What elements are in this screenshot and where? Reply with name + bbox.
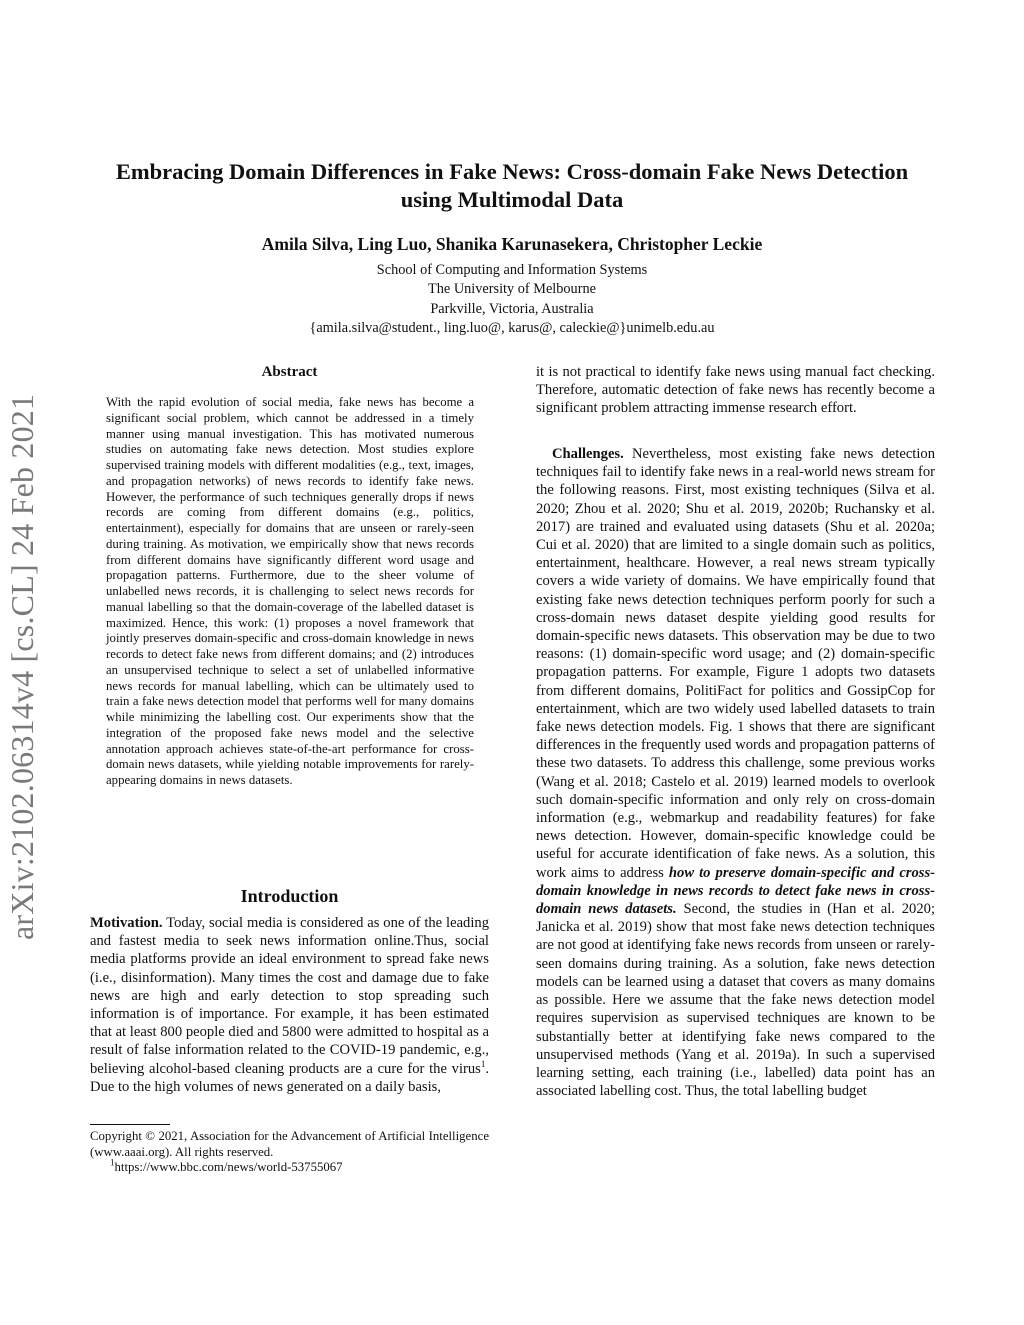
affiliation-block xyxy=(60,261,964,338)
challenges-tail: Second, the studies in (Han et al. 2020; Janicka et al. 2019) show that most fake news detection techniques are not good at identifying fake news records from unseen or rarely-seen domains during training. As a solution, fake news detection models can be learned using a dataset that covers as many domains as possible. Here we assume that the fake news detection model requires supervision as supervised techniques are known to be substantially better at identifying fake news compared to the unsupervised methods (Yang et al. 2019a). In such a supervised learning setting, each training (i.e., labelled) data point has an associated labelling cost. Thus, the total labelling budget xyxy=(536,901,935,1100)
footnotes xyxy=(90,1129,489,1176)
title-line-1: Embracing Domain Differences in Fake News: Cross-domain Fake News Detection xyxy=(115,159,909,184)
arxiv-identifier: arXiv:2102.06314v4 [cs.CL] 24 Feb 2021 xyxy=(4,393,40,940)
copyright-notice: Copyright © 2021, Association for the Advancement of Artificial Intelligence (www.aaai.org). All rights reserved. xyxy=(90,1129,489,1159)
abstract-heading: Abstract xyxy=(261,364,318,380)
challenges-label: Challenges. xyxy=(552,446,624,462)
motivation-paragraph xyxy=(90,914,489,1096)
footnote-ref-1: 1 xyxy=(480,1058,486,1069)
footnote-1 xyxy=(90,1157,489,1176)
author-list: Amila Silva, Ling Luo, Shanika Karunasekera, Christopher Leckie xyxy=(261,234,763,254)
footnote-divider xyxy=(90,1124,170,1125)
paper-title xyxy=(60,158,964,214)
author-emails: {amila.silva@student., ling.luo@, karus@, caleckie@}unimelb.edu.au xyxy=(309,319,715,336)
challenges-paragraph xyxy=(536,445,935,1100)
right-column-continuation xyxy=(536,363,935,418)
affiliation-school: School of Computing and Information Systems xyxy=(376,262,648,278)
introduction-heading: Introduction xyxy=(240,886,339,906)
footnote-1-marker: 1 xyxy=(110,1157,115,1168)
motivation-tail: . Due to the high volumes of news generated on a daily basis, xyxy=(90,1060,489,1095)
challenges-emphasis: how to preserve domain-specific and cross-domain knowledge in news records to detect fake news in cross-domain news datasets. xyxy=(536,864,935,918)
motivation-label: Motivation. xyxy=(90,915,163,931)
abstract-body xyxy=(106,395,474,789)
affiliation-location: Parkville, Victoria, Australia xyxy=(430,300,594,317)
title-line-2: using Multimodal Data xyxy=(400,187,624,212)
motivation-text: Today, social media is considered as one of the leading and fastest media to seek news information online.Thus, social media platforms provide an ideal environment to spread fake news (i.e., disinformation). Many times the cost and damage due to fake news are high and early detection to stop spreading such information is of importance. For example, it has been estimated that at least 800 people died and 5800 were admitted to hospital as a result of false information related to the COVID-19 pandemic, e.g., believing alcohol-based cleaning products are a cure for the virus xyxy=(90,915,489,1077)
affiliation-university: The University of Melbourne xyxy=(428,281,596,298)
continued-paragraph: it is not practical to identify fake news using manual fact checking. Therefore, automatic detection of fake news has recently become a significant problem attracting immense research effort. xyxy=(536,364,935,417)
footnote-1-url: https://www.bbc.com/news/world-53755067 xyxy=(114,1160,343,1174)
abstract-text: With the rapid evolution of social media, fake news has become a significant social problem, which cannot be addressed in a timely manner using manual investigation. This has motivated numerous studies on automating fake news detection. Most studies explore supervised training models with different modalities (e.g., text, images, and propagation networks) of news records to identify fake news. However, the performance of such techniques generally drops if news records are coming from different domains (e.g., politics, entertainment), especially for domains that are unseen or rarely-seen during training. As motivation, we empirically show that news records from different domains have significantly different word usage and propagation patterns. Furthermore, due to the sheer volume of unlabelled news records, it is challenging to select news records for manual labelling so that the domain-coverage of the labelled dataset is maximized. Hence, this work: (1) proposes a novel framework that jointly preserves domain-specific and cross-domain knowledge in news records to detect fake news from different domains; and (2) introduces an unsupervised technique to select a set of unlabelled informative news records for manual labelling, which can be ultimately used to train a fake news detection model that performs well for many domains while minimizing the labelling cost. Our experiments show that the integration of the proposed fake news model and the selective annotation approach achieves state-of-the-art performance for cross-domain news datasets, while yielding notable improvements for rarely-appearing domains in news datasets. xyxy=(106,395,474,787)
challenges-text: Nevertheless, most existing fake news detection techniques fail to identify fake news in a real-world news stream for the following reasons. First, most existing techniques (Silva et al. 2020; Zhou et al. 2020; Shu et al. 2019, 2020b; Ruchansky et al. 2017) are trained and evaluated using datasets (Shu et al. 2020a; Cui et al. 2020) that are limited to a single domain such as politics, entertainment, healthcare. However, a real news stream typically covers a wide variety of domains. We have empirically found that existing fake news detection techniques perform poorly for such a cross-domain news dataset despite yielding good results for domain-specific news datasets. This observation may be due to two reasons: (1) domain-specific word usage; and (2) domain-specific propagation patterns. For example, Figure 1 adopts two datasets from different domains, PolitiFact for politics and GossipCop for entertainment, which are two widely used labelled datasets to train fake news detection models. Fig. 1 shows that there are significant differences in the frequently used words and propagation patterns of these two datasets. To address this challenge, some previous works (Wang et al. 2018; Castelo et al. 2019) learned models to overlook such domain-specific information and only rely on cross-domain information (e.g., webmarkup and readability features) for fake news detection. However, domain-specific knowledge could be useful for accurate identification of fake news. As a solution, this work aims to address xyxy=(536,446,935,881)
